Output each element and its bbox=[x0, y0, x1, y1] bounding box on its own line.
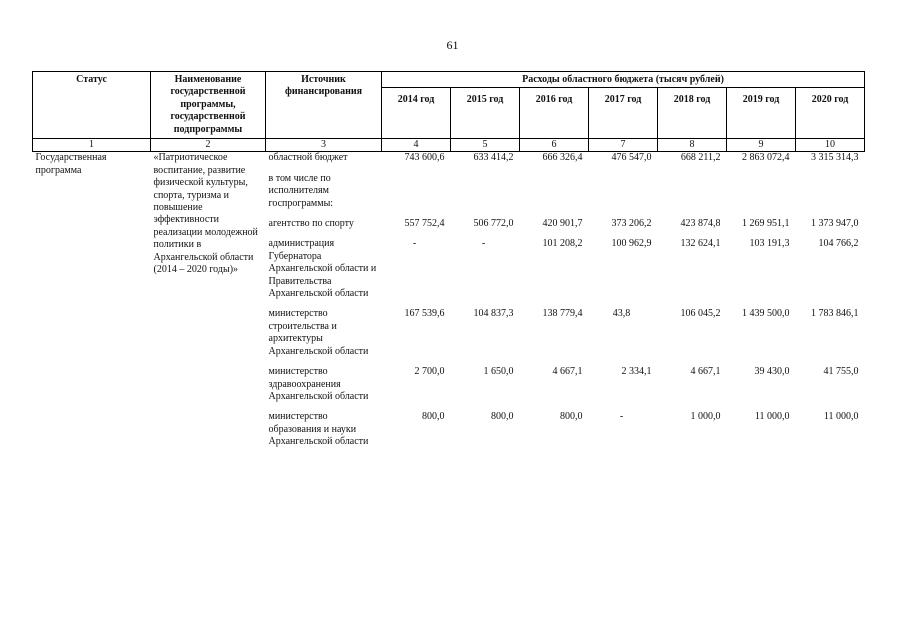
value-cell: 138 779,4 bbox=[542, 308, 583, 320]
value-cell: 39 430,0 bbox=[754, 366, 790, 378]
value-cell: - bbox=[481, 238, 486, 250]
value-cell: 41 755,0 bbox=[823, 366, 859, 378]
table-row bbox=[33, 152, 865, 173]
value-cell: 101 208,2 bbox=[542, 238, 583, 250]
value-cell: 103 191,3 bbox=[749, 238, 790, 250]
value-cell bbox=[658, 173, 727, 218]
value-cell: 666 326,4 bbox=[542, 152, 583, 164]
column-number: 4 bbox=[382, 139, 451, 152]
value-cell: 43,8 bbox=[612, 308, 631, 320]
value-cell bbox=[520, 173, 589, 218]
column-number: 9 bbox=[727, 139, 796, 152]
funding-source-cell: министерство образования и науки Архангельской области bbox=[268, 411, 369, 448]
header-expenses: Расходы областного бюджета (тысяч рублей) bbox=[382, 72, 865, 88]
value-cell: 800,0 bbox=[560, 411, 583, 423]
value-cell bbox=[451, 173, 520, 218]
value-cell: 633 414,2 bbox=[473, 152, 514, 164]
value-cell bbox=[589, 173, 658, 218]
funding-source-cell: в том числе по исполнителям госпрограммы: bbox=[268, 172, 334, 209]
column-number: 1 bbox=[33, 139, 151, 152]
value-cell: 1 000,0 bbox=[690, 411, 721, 423]
value-cell: 420 901,7 bbox=[542, 218, 583, 230]
funding-source-cell: администрация Губернатора Архангельской области и Правительства Архангельской области bbox=[268, 238, 377, 300]
status-cell: Государственная программа bbox=[35, 152, 107, 176]
value-cell: 11 000,0 bbox=[754, 411, 790, 423]
column-number: 3 bbox=[266, 139, 382, 152]
value-cell: 668 211,2 bbox=[680, 152, 721, 164]
value-cell: 106 045,2 bbox=[680, 308, 721, 320]
column-number: 2 bbox=[151, 139, 266, 152]
value-cell: - bbox=[619, 411, 624, 423]
header-year: 2015 год bbox=[451, 88, 520, 139]
funding-source-cell: министерство здравоохранения Архангельской области bbox=[268, 366, 369, 402]
value-cell: 104 837,3 bbox=[473, 308, 514, 320]
header-program-name: Наименование государственной программы, государственной подпрограммы bbox=[151, 72, 266, 139]
value-cell: 506 772,0 bbox=[473, 218, 514, 230]
value-cell: 4 667,1 bbox=[552, 366, 583, 378]
value-cell: 132 624,1 bbox=[680, 238, 721, 250]
header-year: 2014 год bbox=[382, 88, 451, 139]
value-cell: 104 766,2 bbox=[818, 238, 859, 250]
header-funding-source: Источник финансирования bbox=[266, 72, 382, 139]
value-cell: - bbox=[412, 238, 417, 250]
value-cell: 4 667,1 bbox=[690, 366, 721, 378]
header-year: 2016 год bbox=[520, 88, 589, 139]
value-cell: 11 000,0 bbox=[823, 411, 859, 423]
value-cell: 557 752,4 bbox=[404, 218, 445, 230]
value-cell: 423 874,8 bbox=[680, 218, 721, 230]
column-number: 7 bbox=[589, 139, 658, 152]
value-cell bbox=[796, 173, 865, 218]
value-cell: 1 269 951,1 bbox=[742, 218, 790, 230]
program-name-cell: «Патриотическое воспитание, развитие физической культуры, спорта, туризма и повышение эффективности реализации молодежной политики в Архангельской области (2014 – 2020 годы)» bbox=[153, 152, 258, 276]
value-cell: 800,0 bbox=[422, 411, 445, 423]
header-status: Статус bbox=[33, 72, 151, 139]
value-cell: 1 650,0 bbox=[483, 366, 514, 378]
header-year: 2017 год bbox=[589, 88, 658, 139]
column-number: 8 bbox=[658, 139, 727, 152]
column-number: 6 bbox=[520, 139, 589, 152]
page-number: 61 bbox=[446, 38, 459, 52]
value-cell: 476 547,0 bbox=[611, 152, 652, 164]
header-year: 2020 год bbox=[796, 88, 865, 139]
value-cell: 2 700,0 bbox=[414, 366, 445, 378]
header-year: 2019 год bbox=[727, 88, 796, 139]
value-cell: 1 373 947,0 bbox=[811, 218, 859, 230]
value-cell: 167 539,6 bbox=[404, 308, 445, 320]
column-number: 10 bbox=[796, 139, 865, 152]
budget-table bbox=[32, 71, 865, 457]
value-cell: 3 315 314,3 bbox=[811, 152, 859, 164]
value-cell: 1 783 846,1 bbox=[811, 308, 859, 320]
value-cell: 743 600,6 bbox=[404, 152, 445, 164]
value-cell bbox=[727, 173, 796, 218]
funding-source-cell: министерство строительства и архитектуры Архангельской области bbox=[268, 308, 369, 357]
column-number: 5 bbox=[451, 139, 520, 152]
funding-source-cell: областной бюджет bbox=[268, 152, 348, 164]
value-cell: 373 206,2 bbox=[611, 218, 652, 230]
value-cell: 1 439 500,0 bbox=[742, 308, 790, 320]
value-cell: 2 863 072,4 bbox=[742, 152, 790, 164]
value-cell: 2 334,1 bbox=[621, 366, 652, 378]
column-number-row bbox=[33, 139, 865, 152]
value-cell bbox=[382, 173, 451, 218]
funding-source-cell: агентство по спорту bbox=[268, 218, 354, 230]
value-cell: 800,0 bbox=[491, 411, 514, 423]
header-year: 2018 год bbox=[658, 88, 727, 139]
value-cell: 100 962,9 bbox=[611, 238, 652, 250]
